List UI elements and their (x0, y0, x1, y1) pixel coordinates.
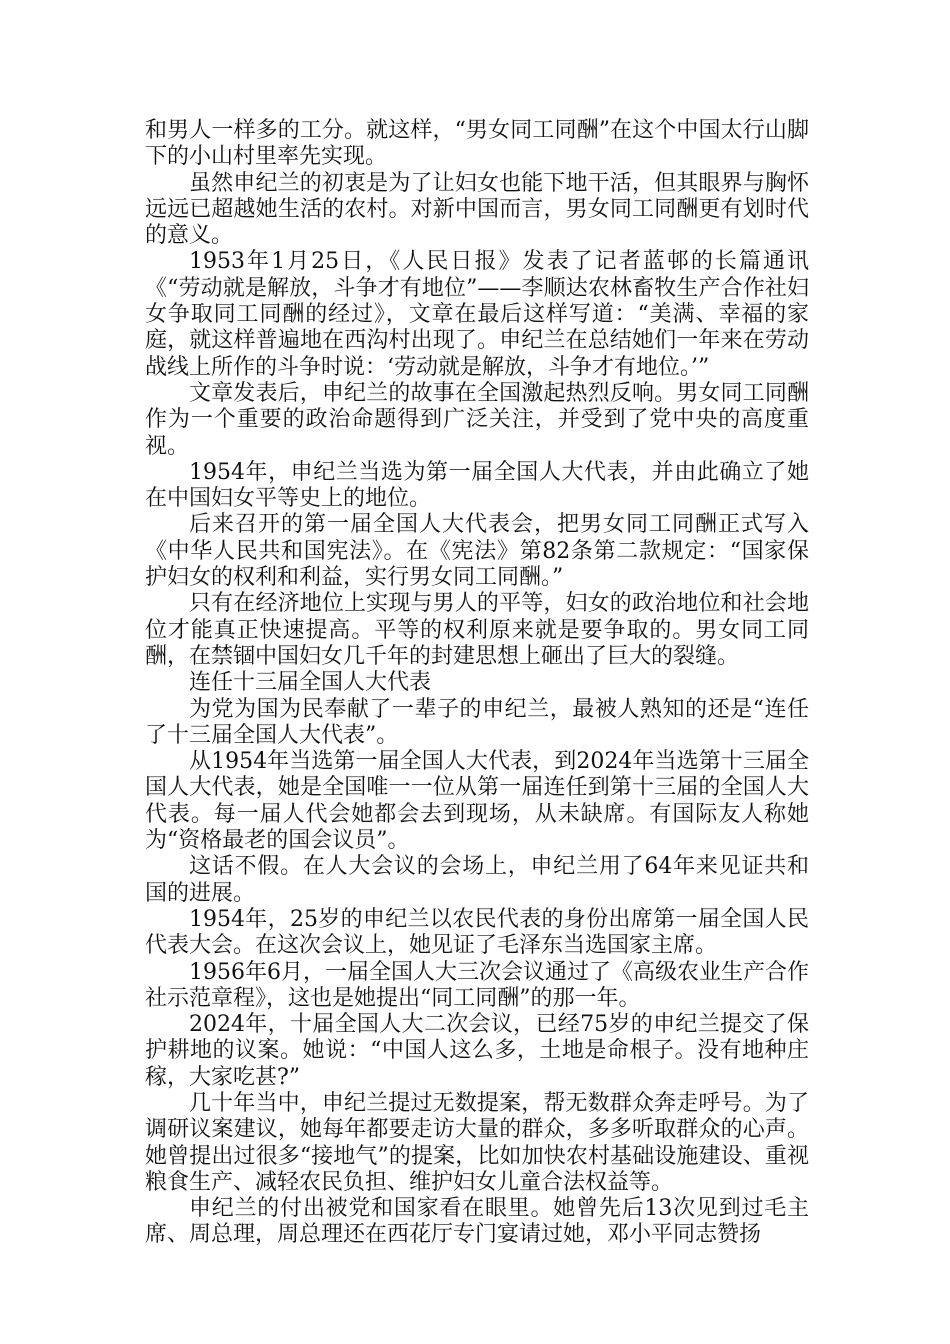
paragraph: 从1954年当选第一届全国人大代表，到2024年当选第十三届全国人大代表，她是全国唯一一位从第一届连任到第十三届的全国人大代表。每一届人代会她都会去到现场，从未缺席。有国际友人称她为“资格最老的国会议员”。 (145, 749, 809, 854)
paragraph: 申纪兰的付出被党和国家看在眼里。她曾先后13次见到过毛主席、周总理，周总理还在西花厅专门宴请过她，邓小平同志赞扬 (145, 1196, 809, 1248)
section-heading: 连任十三届全国人大代表 (189, 670, 432, 696)
paragraph: 这话不假。在人大会议的会场上，申纪兰用了64年来见证共和国的进展。 (145, 854, 809, 906)
paragraph: 1954年，申纪兰当选为第一届全国人大代表，并由此确立了她在中国妇女平等史上的地位。 (145, 459, 809, 512)
paragraph: 文章发表后，申纪兰的故事在全国激起热烈反响。男女同工同酬作为一个重要的政治命题得到广泛关注，并受到了党中央的高度重视。 (145, 380, 809, 459)
paragraph: 和男人一样多的工分。就这样，“男女同工同酬”在这个中国太行山脚下的小山村里率先实现。 (145, 118, 809, 170)
paragraph: 1956年6月，一届全国人大三次会议通过了《高级农业生产合作社示范章程》，这也是她提出“同工同酬”的那一年。 (145, 959, 809, 1011)
paragraph: 只有在经济地位上实现与男人的平等，妇女的政治地位和社会地位才能真正快速提高。平等的权利原来就是要争取的。男女同工同酬，在禁锢中国妇女几千年的封建思想上砸出了巨大的裂缝。 (145, 591, 809, 669)
paragraph: 2024年，十届全国人大二次会议，已经75岁的申纪兰提交了保护耕地的议案。她说：“中国人这么多，土地是命根子。没有地种庄稼，大家吃甚?” (145, 1012, 809, 1090)
paragraph: 为党为国为民奉献了一辈子的申纪兰，最被人熟知的还是“连任了十三届全国人大代表”。 (145, 696, 809, 748)
paragraph: 后来召开的第一届全国人大代表会，把男女同工同酬正式写入《中华人民共和国宪法》。在《宪法》第82条第二款规定：“国家保护妇女的权利和利益，实行男女同工同酬。” (145, 512, 809, 591)
paragraph: 几十年当中，申纪兰提过无数提案，帮无数群众奔走呼号。为了调研议案建议，她每年都要走访大量的群众，多多听取群众的心声。她曾提出过很多“接地气”的提案，比如加快农村基础设施建设、重视粮食生产、减轻农民负担、维护妇女儿童合法权益等。 (145, 1090, 809, 1195)
document-body (145, 118, 809, 1249)
paragraph: 1953年1月25日，《人民日报》发表了记者蓝邨的长篇通讯《“劳动就是解放，斗争才有地位”——李顺达农林畜牧生产合作社妇女争取同工同酬的经过》，文章在最后这样写道：“美满、幸福的家庭，就这样普遍地在西沟村出现了。申纪兰在总结她们一年来在劳动战线上所作的斗争时说：‘劳动就是解放，斗争才有地位。’” (145, 249, 809, 380)
paragraph: 虽然申纪兰的初衷是为了让妇女也能下地干活，但其眼界与胸怀远远已超越她生活的农村。对新中国而言，男女同工同酬更有划时代的意义。 (145, 170, 809, 249)
paragraph: 1954年，25岁的申纪兰以农民代表的身份出席第一届全国人民代表大会。在这次会议上，她见证了毛泽东当选国家主席。 (145, 906, 809, 959)
